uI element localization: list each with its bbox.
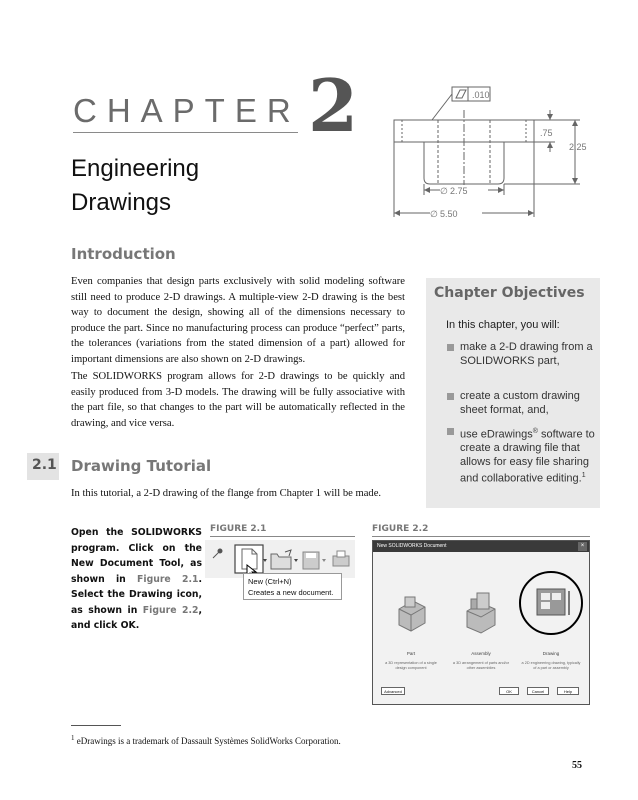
figure-ref-2-1[interactable]: Figure 2.1 — [137, 573, 199, 585]
tolerance-leader — [432, 94, 452, 120]
objective-text: make a 2-D drawing from a SOLIDWORKS part, — [460, 341, 593, 367]
footnote-rule — [71, 725, 121, 726]
part-option-desc: a 3D representation of a single design component — [385, 661, 437, 670]
objectives-intro: In this chapter, you will: — [446, 319, 560, 331]
objectives-title: Chapter Objectives — [434, 285, 585, 301]
chapter-title — [71, 152, 199, 220]
help-button[interactable]: Help — [557, 687, 579, 695]
footnote-text: eDrawings is a trademark of Dassault Systèmes SolidWorks Corporation. — [74, 736, 341, 746]
assembly-option-label: Assembly — [471, 651, 491, 656]
assembly-icon — [451, 581, 511, 641]
chapter-number: 2 — [308, 63, 359, 148]
assembly-option-desc: a 3D arrangement of parts and/or other assemblies — [452, 661, 510, 670]
chapter-title-line1: Engineering — [71, 155, 200, 182]
part-option-label: Part — [406, 651, 416, 656]
flatness-symbol — [456, 90, 466, 98]
objective-text: create a custom drawing sheet format, and, — [460, 390, 580, 416]
figure-2-2-label: FIGURE 2.2 — [372, 524, 429, 534]
objective-item — [447, 425, 597, 486]
chapter-rule — [73, 132, 298, 133]
dialog-title: New SOLIDWORKS Document — [377, 543, 447, 549]
ok-button[interactable]: OK — [499, 687, 519, 695]
drawing-icon — [517, 567, 585, 637]
assembly-option[interactable] — [451, 581, 511, 681]
objective-item — [447, 341, 597, 368]
tutorial-heading: Drawing Tutorial — [71, 457, 212, 475]
part-option[interactable] — [381, 581, 441, 681]
dim-thickness: .75 — [540, 128, 553, 138]
drawing-option-label: Drawing — [542, 651, 560, 656]
figure-rule — [372, 536, 590, 537]
cancel-button[interactable]: Cancel — [527, 687, 549, 695]
intro-paragraph-1: Even companies that design parts exclusively with solid modeling software still need to produce 2-D drawings. A multiple-view 2-D drawing is the best way to document the design, showing all of the dimensions necessary to produce the part. Since no manufacturing process can produce “perfect” parts, the tolerances (variations from the stated dimension of a part) allowed for important dimensions are also shown on 2-D drawings. — [71, 276, 405, 365]
tutorial-paragraph: In this tutorial, a 2-D drawing of the flange from Chapter 1 will be made. — [71, 488, 382, 499]
drawing-option[interactable] — [521, 581, 581, 681]
tooltip-title: New (Ctrl+N) — [248, 577, 292, 586]
dim-outer-dia: 5.50 — [440, 209, 458, 219]
objective-text: use eDrawings® software to create a drawing file that allows for easy file sharing and collaborative editing.$^1$ — [460, 428, 595, 485]
new-document-dialog — [372, 540, 590, 705]
dia-symbol-inner: ∅ — [440, 186, 448, 196]
new-tooltip — [243, 573, 342, 600]
instruction-text: Open the SOLIDWORKS program. Click on the New Document Tool, as shown in Figure 2.1. Select the Drawing icon, as shown in Figure 2.2, and click OK. — [71, 527, 202, 631]
advanced-button[interactable]: Advanced — [381, 687, 405, 695]
flange-drawing — [380, 80, 600, 225]
figure-ref-2-2[interactable]: Figure 2.2 — [142, 604, 199, 616]
drawing-option-desc: a 2D engineering drawing, typically of a part or assembly — [521, 661, 581, 670]
dialog-titlebar — [373, 541, 589, 552]
page-number: 55 — [572, 760, 582, 771]
figure-2-1-label: FIGURE 2.1 — [210, 524, 267, 534]
intro-heading: Introduction — [71, 245, 176, 263]
objective-item — [447, 390, 597, 417]
intro-paragraph-2: The SOLIDWORKS program allows for 2-D drawings to be quickly and easily produced from 3-D models. The drawing will be fully associative with the part file, so that changes to the part will be automatically reflected in the drawing, and vice versa. — [71, 371, 405, 429]
dim-height: 2.25 — [569, 142, 587, 152]
tooltip-desc: Creates a new document. — [248, 588, 334, 597]
bullet-square-icon — [447, 393, 454, 400]
chapter-title-line2: Drawings — [71, 189, 172, 216]
section-number: 2.1 — [32, 457, 57, 473]
figure-rule — [210, 536, 355, 537]
footnote — [71, 734, 341, 746]
part-icon — [381, 581, 441, 641]
dia-symbol-outer: ∅ — [430, 209, 438, 219]
flatness-value: .010 — [472, 90, 490, 100]
footnote-marker: 1 — [71, 734, 75, 742]
bullet-square-icon — [447, 428, 454, 435]
bullet-square-icon — [447, 344, 454, 351]
dim-inner-dia: 2.75 — [450, 186, 468, 196]
chapter-word: CHAPTER — [73, 92, 301, 129]
close-icon[interactable]: × — [578, 542, 587, 551]
